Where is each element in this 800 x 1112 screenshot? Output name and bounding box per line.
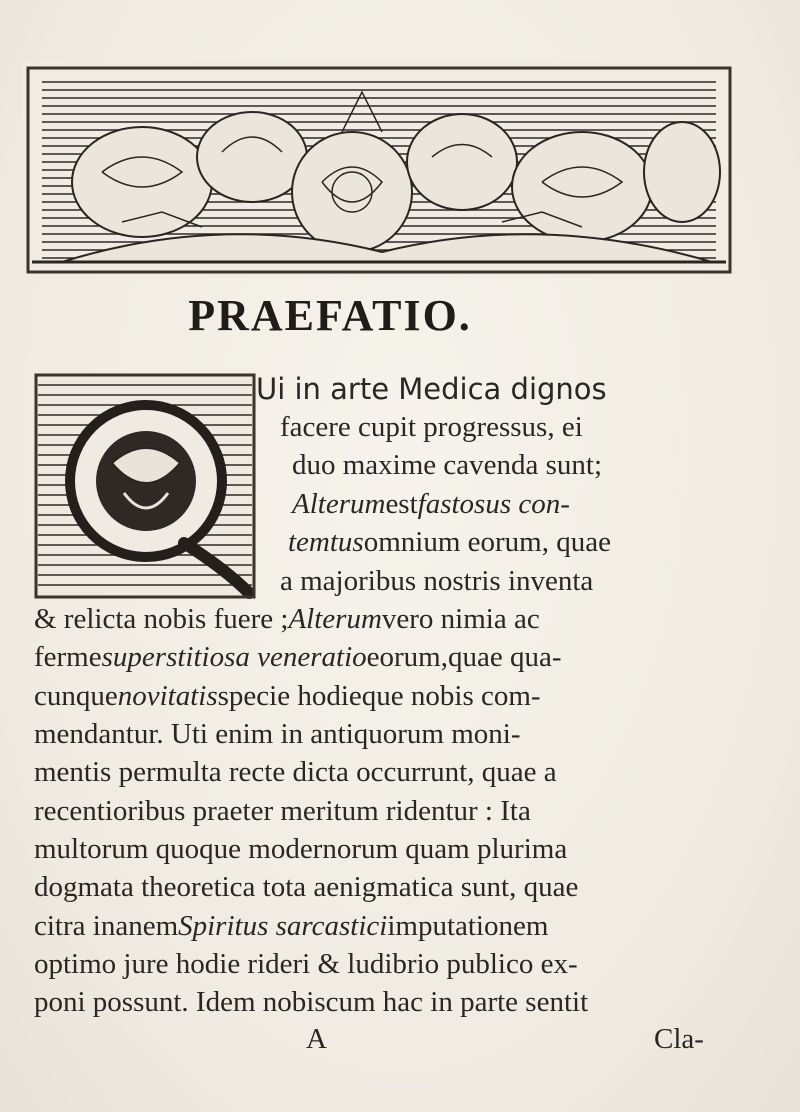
text-line: a majoribus nostris inventa (280, 565, 594, 597)
ornamental-headpiece (22, 62, 736, 278)
catchword: Cla- (654, 1023, 704, 1055)
text-line: mendantur. Uti enim in antiquorum moni- (34, 718, 521, 750)
text-line (292, 485, 570, 523)
text-line (34, 638, 562, 676)
signature-mark: A (306, 1023, 327, 1055)
text-run: omnium eorum, quae (363, 526, 611, 558)
italic-term: fastosus con- (417, 488, 570, 520)
text-run: specie hodieque nobis com- (217, 680, 541, 712)
italic-term: superstitiosa veneratio (101, 641, 367, 673)
italic-term: Spiritus sarcastici (178, 910, 388, 942)
text-run: imputationem (387, 910, 549, 942)
italic-term: novitatis (117, 680, 218, 712)
text-line: optimo jure hodie rideri & ludibrio publico ex- (34, 948, 578, 980)
text-run: vero nimia ac (381, 603, 540, 635)
text-line: mentis permulta recte dicta occurrunt, quae a (34, 756, 557, 788)
text-line (34, 907, 548, 945)
text-line (34, 677, 541, 715)
text-line: poni possunt. Idem nobiscum hac in parte sentit (34, 986, 589, 1018)
text-line: dogmata theoretica tota aenigmatica sunt, quae (34, 871, 579, 903)
text-run: eorum,quae qua- (366, 641, 562, 673)
italic-term: temtus (288, 526, 364, 558)
text-line: facere cupit progressus, ei (280, 411, 583, 443)
text-line: Ui in arte Medica dignos (256, 372, 607, 406)
page-title: PRAEFATIO. (188, 291, 472, 340)
text-run: citra inanem (34, 910, 179, 942)
decorated-initial-q-icon (34, 373, 256, 599)
text-line: recentioribus praeter meritum ridentur : Ita (34, 795, 531, 827)
text-run: & relicta nobis fuere ; (34, 603, 289, 635)
text-line: multorum quoque modernorum quam plurima (34, 833, 568, 865)
text-run: est (385, 488, 418, 520)
text-line (288, 523, 611, 561)
italic-term: Alterum (288, 603, 382, 635)
text-run: cunque (34, 680, 118, 712)
text-line (34, 600, 540, 638)
italic-term: Alterum (292, 488, 386, 520)
text-line: duo maxime cavenda sunt; (292, 449, 603, 481)
text-run: ferme (34, 641, 102, 673)
